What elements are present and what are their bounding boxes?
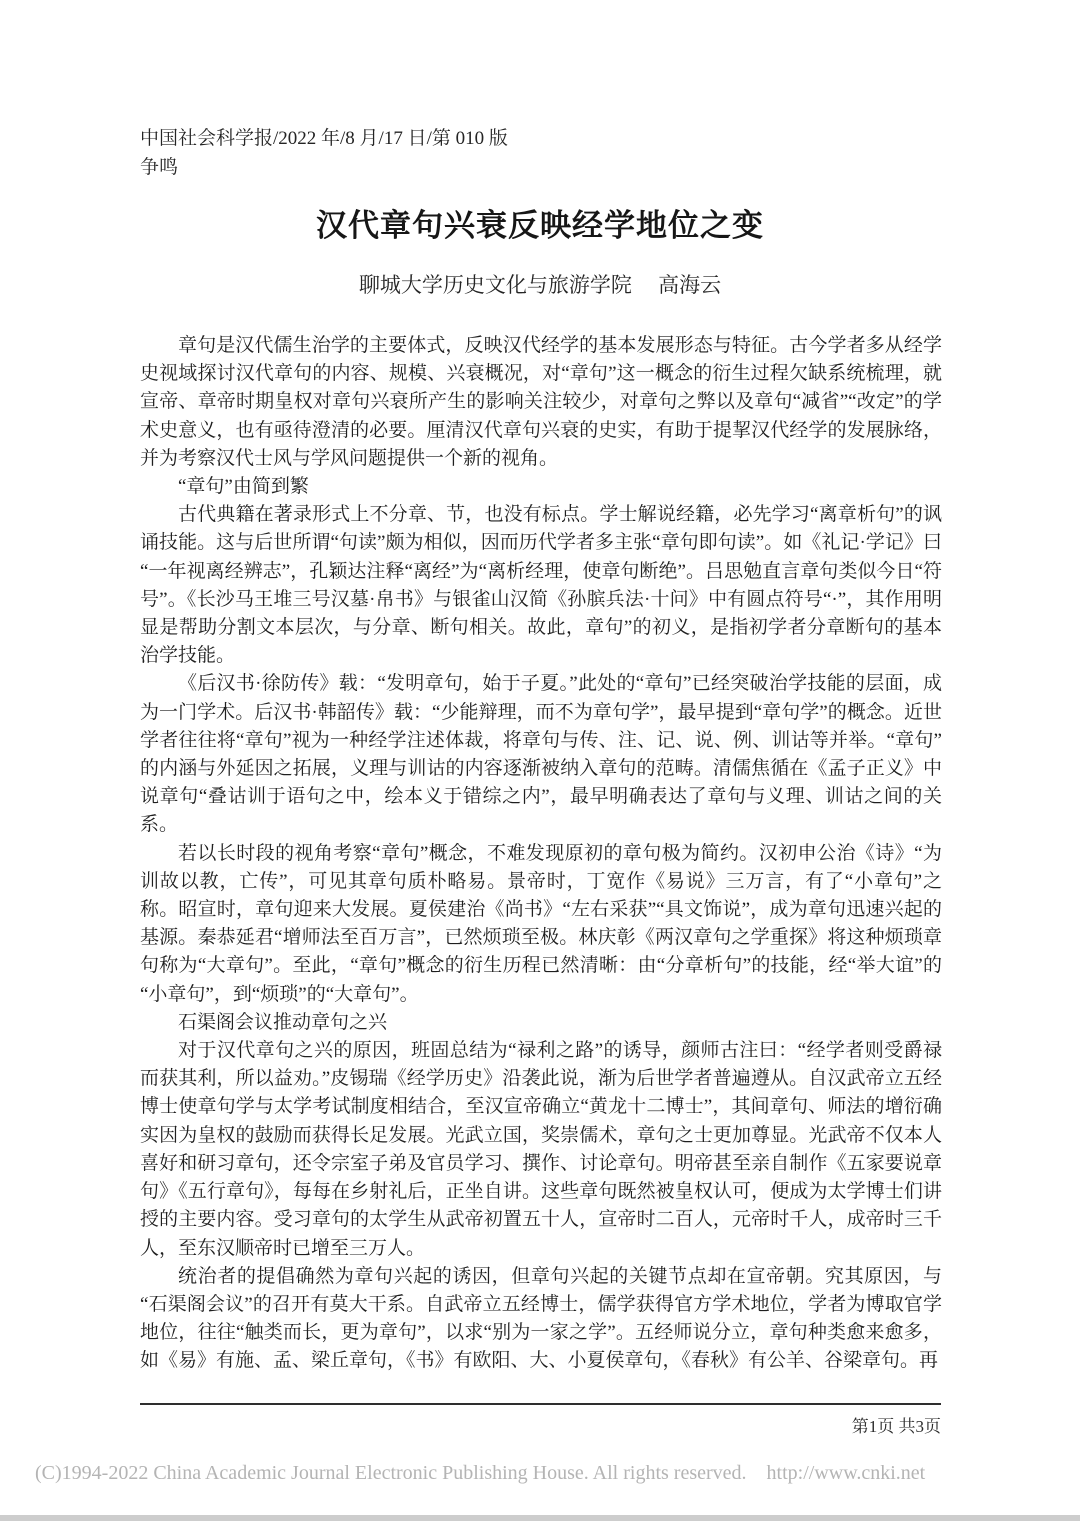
page-footer [140,1403,941,1437]
paragraph: 古代典籍在著录形式上不分章、节，也没有标点。学士解说经籍，必先学习“离章析句”的讽诵技能。这与后世所谓“句读”颇为相似，因而历代学者多主张“章句即句读”。如《礼记·学记》曰“一年视离经辨志”，孔颖达注释“离经”为“离析经理，使章句断绝”。吕思勉直言章句类似今日“符号”。《长沙马王堆三号汉墓·帛书》与银雀山汉简《孙膑兵法·十问》中有圆点符号“·”，其作用明显是帮助分割文本层次，与分章、断句相关。故此，章句”的初义，是指初学者分章断句的基本治学技能。 [140,504,942,667]
article-title: 汉代章句兴衰反映经学地位之变 [316,208,764,243]
section-heading: 石渠阁会议推动章句之兴 [178,1011,388,1033]
masthead [140,124,508,182]
section-heading: “章句”由简到繁 [178,476,309,498]
source-line: 中国社会科学报/2022 年/8 月/17 日/第 010 版 [140,128,508,149]
paragraph: 《后汉书·徐防传》载：“发明章句，始于子夏。”此处的“章句”已经突破治学技能的层面，成为一门学术。后汉书·韩韶传》载：“少能辩理，而不为章句学”，最早提到“章句学”的概念。近世学者往往将“章句”视为一种经学注述体裁，将章句与传、注、记、说、例、训诂等并举。“章句”的内涵与外延因之拓展，义理与训诂的内容逐渐被纳入章句的范畴。清儒焦循在《孟子正义》中说章句“叠诂训于语句之中，绘本义于错综之内”，最早明确表达了章句与义理、训诂之间的关系。 [140,673,942,836]
page-indicator: 第1页 共3页 [851,1417,941,1436]
copyright-line: (C)1994-2022 China Academic Journal Electronic Publishing House. All rights reserved. http://www.cnki.net [35,1462,926,1484]
article-byline: 聊城大学历史文化与旅游学院 高海云 [358,273,722,297]
paragraph: 统治者的提倡确然为章句兴起的诱因，但章句兴起的关键节点却在宣帝朝。究其原因，与“石渠阁会议”的召开有莫大干系。自武帝立五经博士，儒学获得官方学术地位，学者为博取官学地位，往往“触类而长，更为章句”，以求“别为一家之学”。五经师说分立，章句种类愈来愈多，如《易》有施、孟、梁丘章句，《书》有欧阳、大、小夏侯章句，《春秋》有公羊、谷梁章句。再 [140,1265,942,1372]
paragraph: 若以长时段的视角考察“章句”概念，不难发现原初的章句极为简约。汉初申公治《诗》“为训故以教，亡传”，可见其章句质朴略易。景帝时，丁宽作《易说》三万言，有了“小章句”之称。昭宣时，章句迎来大发展。夏侯建治《尚书》“左右采获”“具文饰说”，成为章句迅速兴起的基源。秦恭延君“增师法至百万言”，已然烦琐至极。林庆彰《两汉章句之学重探》将这种烦琐章句称为“大章句”。至此，“章句”概念的衍生历程已然清晰：由“分章析句”的技能，经“举大谊”的“小章句”，到“烦琐”的“大章句”。 [140,842,942,1005]
viewer-bottom-strip [0,1515,1080,1521]
column-name: 争鸣 [140,157,179,178]
paragraph: 章句是汉代儒生治学的主要体式，反映汉代经学的基本发展形态与特征。古今学者多从经学史视域探讨汉代章句的内容、规模、兴衰概况，对“章句”这一概念的衍生过程欠缺系统梳理，就宣帝、章帝时期皇权对章句兴衰所产生的影响关注较少，对章句之弊以及章句“减省”“改定”的学术史意义，也有亟待澄清的必要。厘清汉代章句兴衰的史实，有助于提挈汉代经学的发展脉络，并为考察汉代士风与学风问题提供一个新的视角。 [140,335,942,469]
footer-divider [140,1403,941,1405]
paragraph: 对于汉代章句之兴的原因，班固总结为“禄利之路”的诱导，颜师古注曰：“经学者则受爵禄而获其利，所以益劝。”皮锡瑞《经学历史》沿袭此说，渐为后世学者普遍遵从。自汉武帝立五经博士使章句学与太学考试制度相结合，至汉宣帝确立“黄龙十二博士”，其间章句、师法的增衍确实因为皇权的鼓励而获得长足发展。光武立国，奖崇儒术，章句之士更加尊显。光武帝不仅本人喜好和研习章句，还令宗室子弟及官员学习、撰作、讨论章句。明帝甚至亲自制作《五家要说章句》《五行章句》，每每在乡射礼后，正坐自讲。这些章句既然被皇权认可，便成为太学博士们讲授的主要内容。受习章句的太学生从武帝初置五十人，宣帝时二百人，元帝时千人，成帝时三千人，至东汉顺帝时已增至三万人。 [140,1040,942,1259]
article-body [140,332,942,1376]
